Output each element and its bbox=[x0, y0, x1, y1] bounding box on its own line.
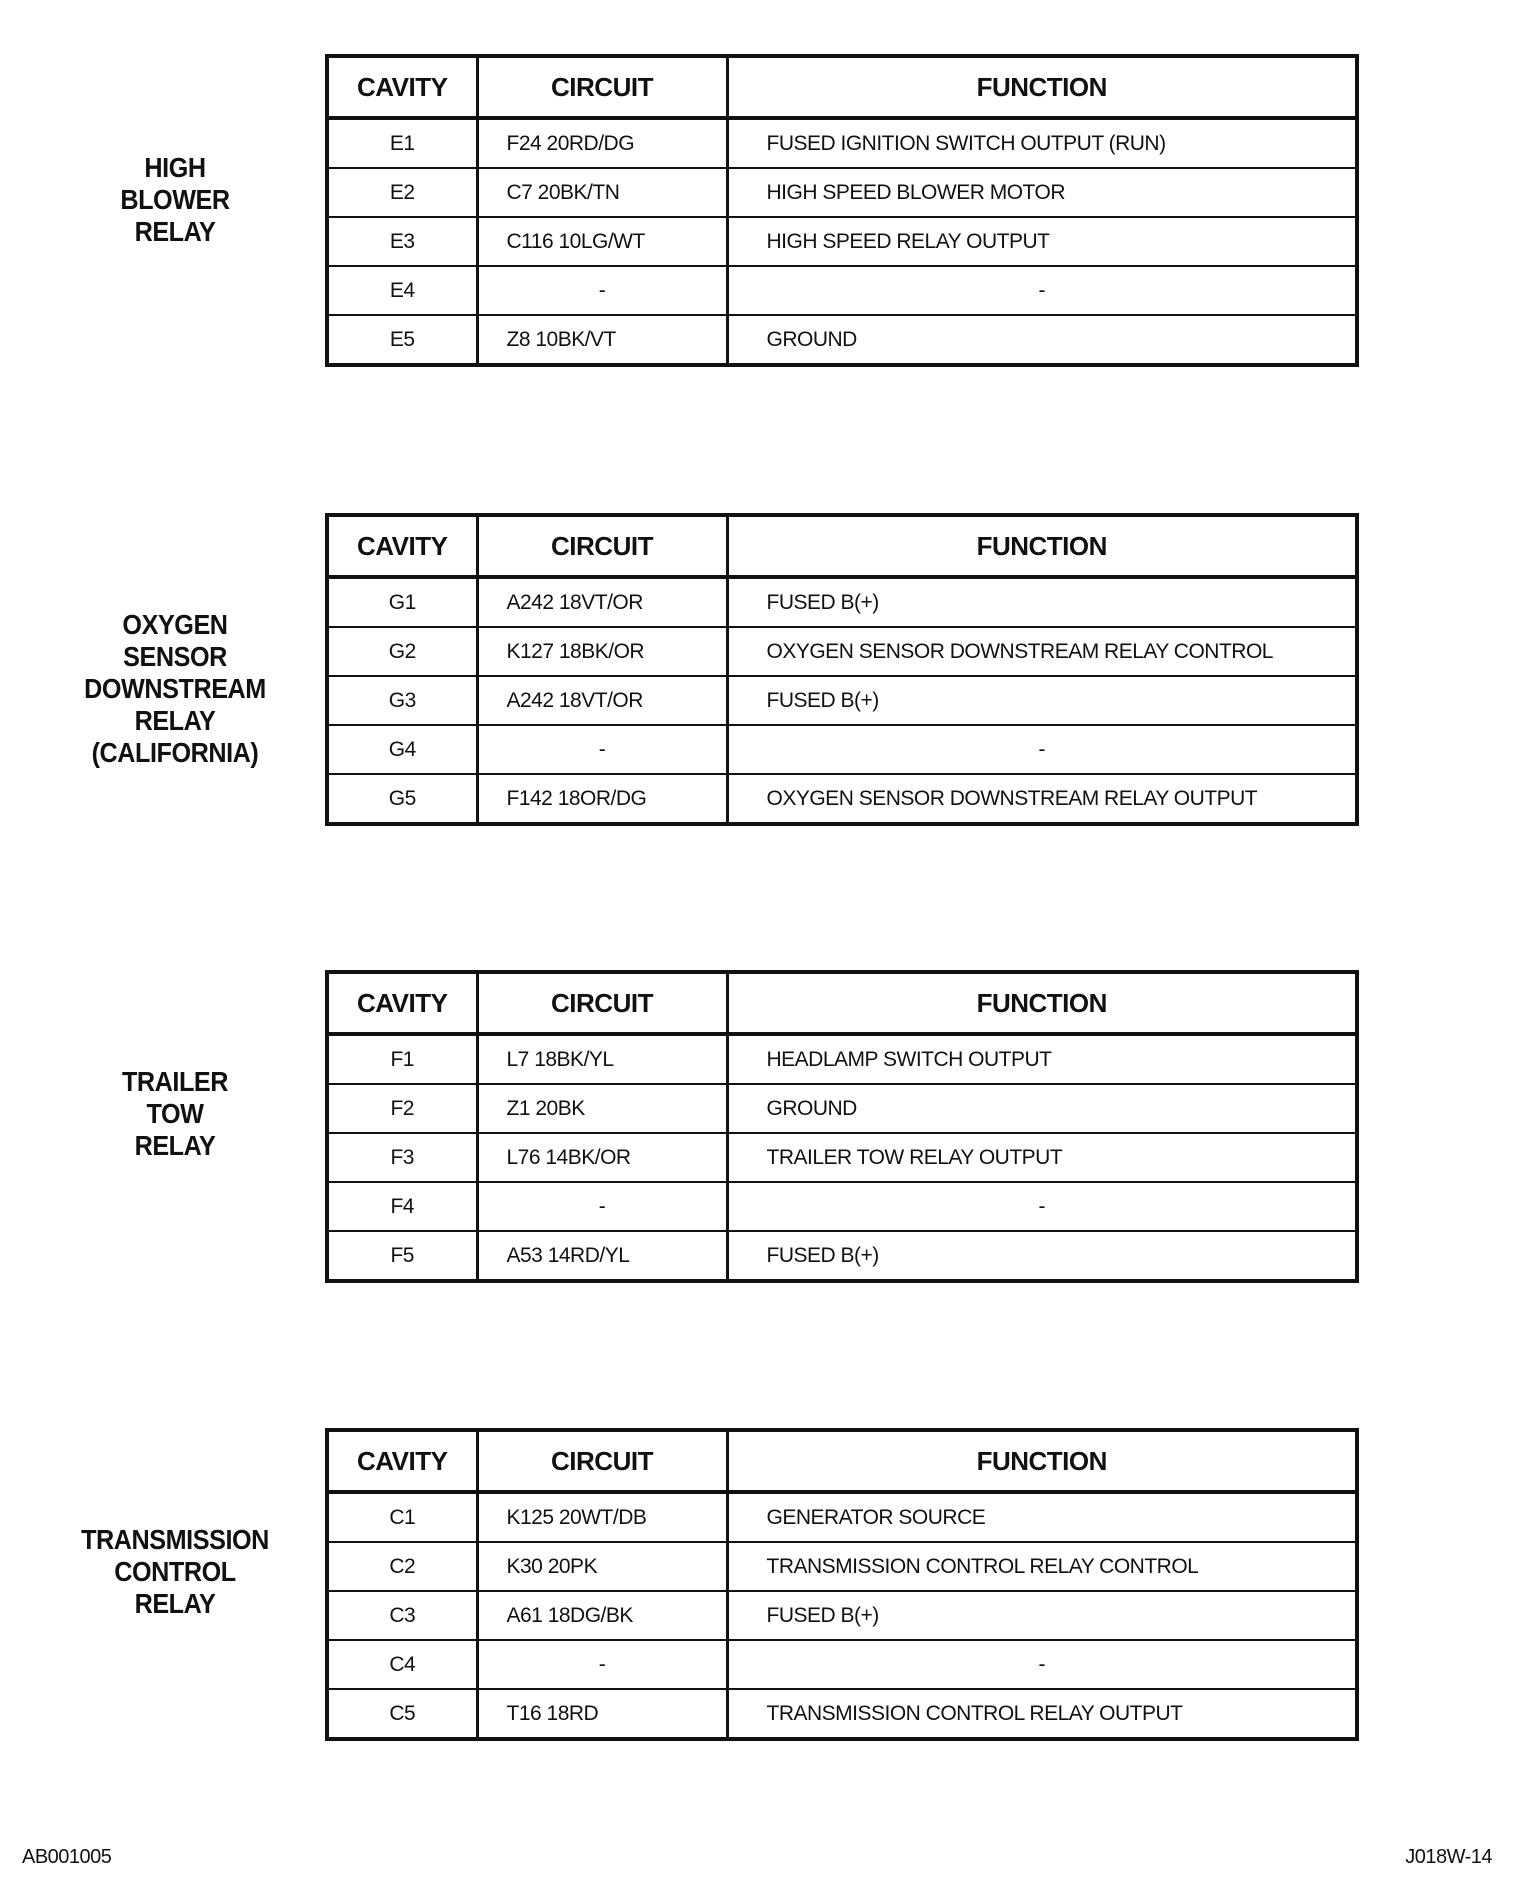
connector-pinout-table bbox=[325, 513, 1359, 826]
table-header-row bbox=[327, 515, 1357, 577]
circuit-cell: Z8 10BK/VT bbox=[477, 315, 727, 365]
table-row bbox=[327, 1591, 1357, 1640]
circuit-cell: F142 18OR/DG bbox=[477, 774, 727, 824]
cavity-cell: G3 bbox=[327, 676, 477, 725]
cavity-cell: G5 bbox=[327, 774, 477, 824]
circuit-cell: C7 20BK/TN bbox=[477, 168, 727, 217]
circuit-cell: C116 10LG/WT bbox=[477, 217, 727, 266]
table-row bbox=[327, 1231, 1357, 1281]
table-row bbox=[327, 118, 1357, 168]
circuit-cell: K30 20PK bbox=[477, 1542, 727, 1591]
circuit-cell: - bbox=[477, 725, 727, 774]
table-row bbox=[327, 627, 1357, 676]
section-high-blower-relay bbox=[0, 50, 1536, 370]
table-row bbox=[327, 676, 1357, 725]
function-cell: FUSED B(+) bbox=[727, 1591, 1357, 1640]
table-row bbox=[327, 1640, 1357, 1689]
function-cell: TRANSMISSION CONTROL RELAY CONTROL bbox=[727, 1542, 1357, 1591]
table-row bbox=[327, 217, 1357, 266]
table-row bbox=[327, 725, 1357, 774]
circuit-header: CIRCUIT bbox=[477, 972, 727, 1034]
table-row bbox=[327, 315, 1357, 365]
cavity-header: CAVITY bbox=[327, 972, 477, 1034]
function-cell: TRAILER TOW RELAY OUTPUT bbox=[727, 1133, 1357, 1182]
table-row bbox=[327, 1492, 1357, 1542]
section-transmission-control-relay bbox=[0, 1424, 1536, 1744]
function-cell: FUSED B(+) bbox=[727, 676, 1357, 725]
figure-id-right: J018W-14 bbox=[1405, 1846, 1492, 1868]
circuit-cell: A242 18VT/OR bbox=[477, 676, 727, 725]
table-row bbox=[327, 774, 1357, 824]
connector-pinout-table bbox=[325, 54, 1359, 367]
cavity-cell: C3 bbox=[327, 1591, 477, 1640]
circuit-cell: - bbox=[477, 1640, 727, 1689]
circuit-header: CIRCUIT bbox=[477, 1430, 727, 1492]
section-label-line: SENSOR bbox=[123, 641, 227, 672]
circuit-cell: Z1 20BK bbox=[477, 1084, 727, 1133]
function-cell: OXYGEN SENSOR DOWNSTREAM RELAY OUTPUT bbox=[727, 774, 1357, 824]
circuit-cell: L76 14BK/OR bbox=[477, 1133, 727, 1182]
function-cell: FUSED IGNITION SWITCH OUTPUT (RUN) bbox=[727, 118, 1357, 168]
section-label-line: RELAY bbox=[134, 216, 216, 247]
circuit-cell: K125 20WT/DB bbox=[477, 1492, 727, 1542]
circuit-cell: A61 18DG/BK bbox=[477, 1591, 727, 1640]
table-row bbox=[327, 1034, 1357, 1084]
function-header: FUNCTION bbox=[727, 972, 1357, 1034]
circuit-header: CIRCUIT bbox=[477, 515, 727, 577]
function-cell: TRANSMISSION CONTROL RELAY OUTPUT bbox=[727, 1689, 1357, 1739]
circuit-cell: T16 18RD bbox=[477, 1689, 727, 1739]
section-label bbox=[72, 609, 279, 769]
cavity-cell: F5 bbox=[327, 1231, 477, 1281]
figure-id-left: AB001005 bbox=[22, 1846, 112, 1868]
table-row bbox=[327, 168, 1357, 217]
section-label-line: BLOWER bbox=[120, 184, 230, 215]
table-header-row bbox=[327, 56, 1357, 118]
cavity-cell: G4 bbox=[327, 725, 477, 774]
section-label-line: DOWNSTREAM bbox=[84, 673, 266, 704]
circuit-cell: K127 18BK/OR bbox=[477, 627, 727, 676]
function-cell: GROUND bbox=[727, 315, 1357, 365]
section-label bbox=[72, 1066, 279, 1162]
function-cell: FUSED B(+) bbox=[727, 577, 1357, 627]
cavity-cell: C4 bbox=[327, 1640, 477, 1689]
section-label-line: OXYGEN bbox=[122, 609, 228, 640]
function-cell: - bbox=[727, 1640, 1357, 1689]
circuit-header: CIRCUIT bbox=[477, 56, 727, 118]
cavity-cell: E1 bbox=[327, 118, 477, 168]
circuit-cell: F24 20RD/DG bbox=[477, 118, 727, 168]
cavity-cell: F1 bbox=[327, 1034, 477, 1084]
cavity-cell: E2 bbox=[327, 168, 477, 217]
connector-pinout-table bbox=[325, 970, 1359, 1283]
section-label-line: TRANSMISSION bbox=[81, 1524, 269, 1555]
section-oxygen-sensor-downstream-relay bbox=[0, 509, 1536, 829]
cavity-header: CAVITY bbox=[327, 1430, 477, 1492]
function-cell: HEADLAMP SWITCH OUTPUT bbox=[727, 1034, 1357, 1084]
section-trailer-tow-relay bbox=[0, 966, 1536, 1286]
table-row bbox=[327, 1084, 1357, 1133]
function-cell: GROUND bbox=[727, 1084, 1357, 1133]
function-cell: GENERATOR SOURCE bbox=[727, 1492, 1357, 1542]
cavity-cell: C5 bbox=[327, 1689, 477, 1739]
section-label-line: CONTROL bbox=[114, 1556, 236, 1587]
table-row bbox=[327, 266, 1357, 315]
cavity-header: CAVITY bbox=[327, 515, 477, 577]
cavity-header: CAVITY bbox=[327, 56, 477, 118]
function-cell: HIGH SPEED RELAY OUTPUT bbox=[727, 217, 1357, 266]
function-header: FUNCTION bbox=[727, 515, 1357, 577]
section-label bbox=[72, 1524, 279, 1620]
section-label-line: HIGH bbox=[144, 152, 206, 183]
cavity-cell: E4 bbox=[327, 266, 477, 315]
function-cell: OXYGEN SENSOR DOWNSTREAM RELAY CONTROL bbox=[727, 627, 1357, 676]
function-cell: - bbox=[727, 725, 1357, 774]
table-header-row bbox=[327, 972, 1357, 1034]
cavity-cell: F2 bbox=[327, 1084, 477, 1133]
table-row bbox=[327, 1689, 1357, 1739]
section-label-line: RELAY bbox=[134, 1588, 216, 1619]
function-header: FUNCTION bbox=[727, 1430, 1357, 1492]
cavity-cell: F4 bbox=[327, 1182, 477, 1231]
cavity-cell: C1 bbox=[327, 1492, 477, 1542]
function-cell: FUSED B(+) bbox=[727, 1231, 1357, 1281]
section-label-line: TOW bbox=[146, 1098, 204, 1129]
cavity-cell: G1 bbox=[327, 577, 477, 627]
circuit-cell: A53 14RD/YL bbox=[477, 1231, 727, 1281]
circuit-cell: A242 18VT/OR bbox=[477, 577, 727, 627]
circuit-cell: - bbox=[477, 1182, 727, 1231]
function-cell: - bbox=[727, 1182, 1357, 1231]
table-row bbox=[327, 1182, 1357, 1231]
table-header-row bbox=[327, 1430, 1357, 1492]
section-label-line: RELAY bbox=[134, 1130, 216, 1161]
function-cell: HIGH SPEED BLOWER MOTOR bbox=[727, 168, 1357, 217]
table-row bbox=[327, 577, 1357, 627]
section-label-line: RELAY bbox=[134, 705, 216, 736]
function-header: FUNCTION bbox=[727, 56, 1357, 118]
section-label bbox=[72, 152, 279, 248]
cavity-cell: E5 bbox=[327, 315, 477, 365]
cavity-cell: F3 bbox=[327, 1133, 477, 1182]
section-label-line: TRAILER bbox=[121, 1066, 229, 1097]
table-row bbox=[327, 1542, 1357, 1591]
circuit-cell: L7 18BK/YL bbox=[477, 1034, 727, 1084]
cavity-cell: E3 bbox=[327, 217, 477, 266]
cavity-cell: G2 bbox=[327, 627, 477, 676]
table-row bbox=[327, 1133, 1357, 1182]
section-label-line: (CALIFORNIA) bbox=[91, 737, 259, 768]
connector-pinout-table bbox=[325, 1428, 1359, 1741]
circuit-cell: - bbox=[477, 266, 727, 315]
function-cell: - bbox=[727, 266, 1357, 315]
cavity-cell: C2 bbox=[327, 1542, 477, 1591]
